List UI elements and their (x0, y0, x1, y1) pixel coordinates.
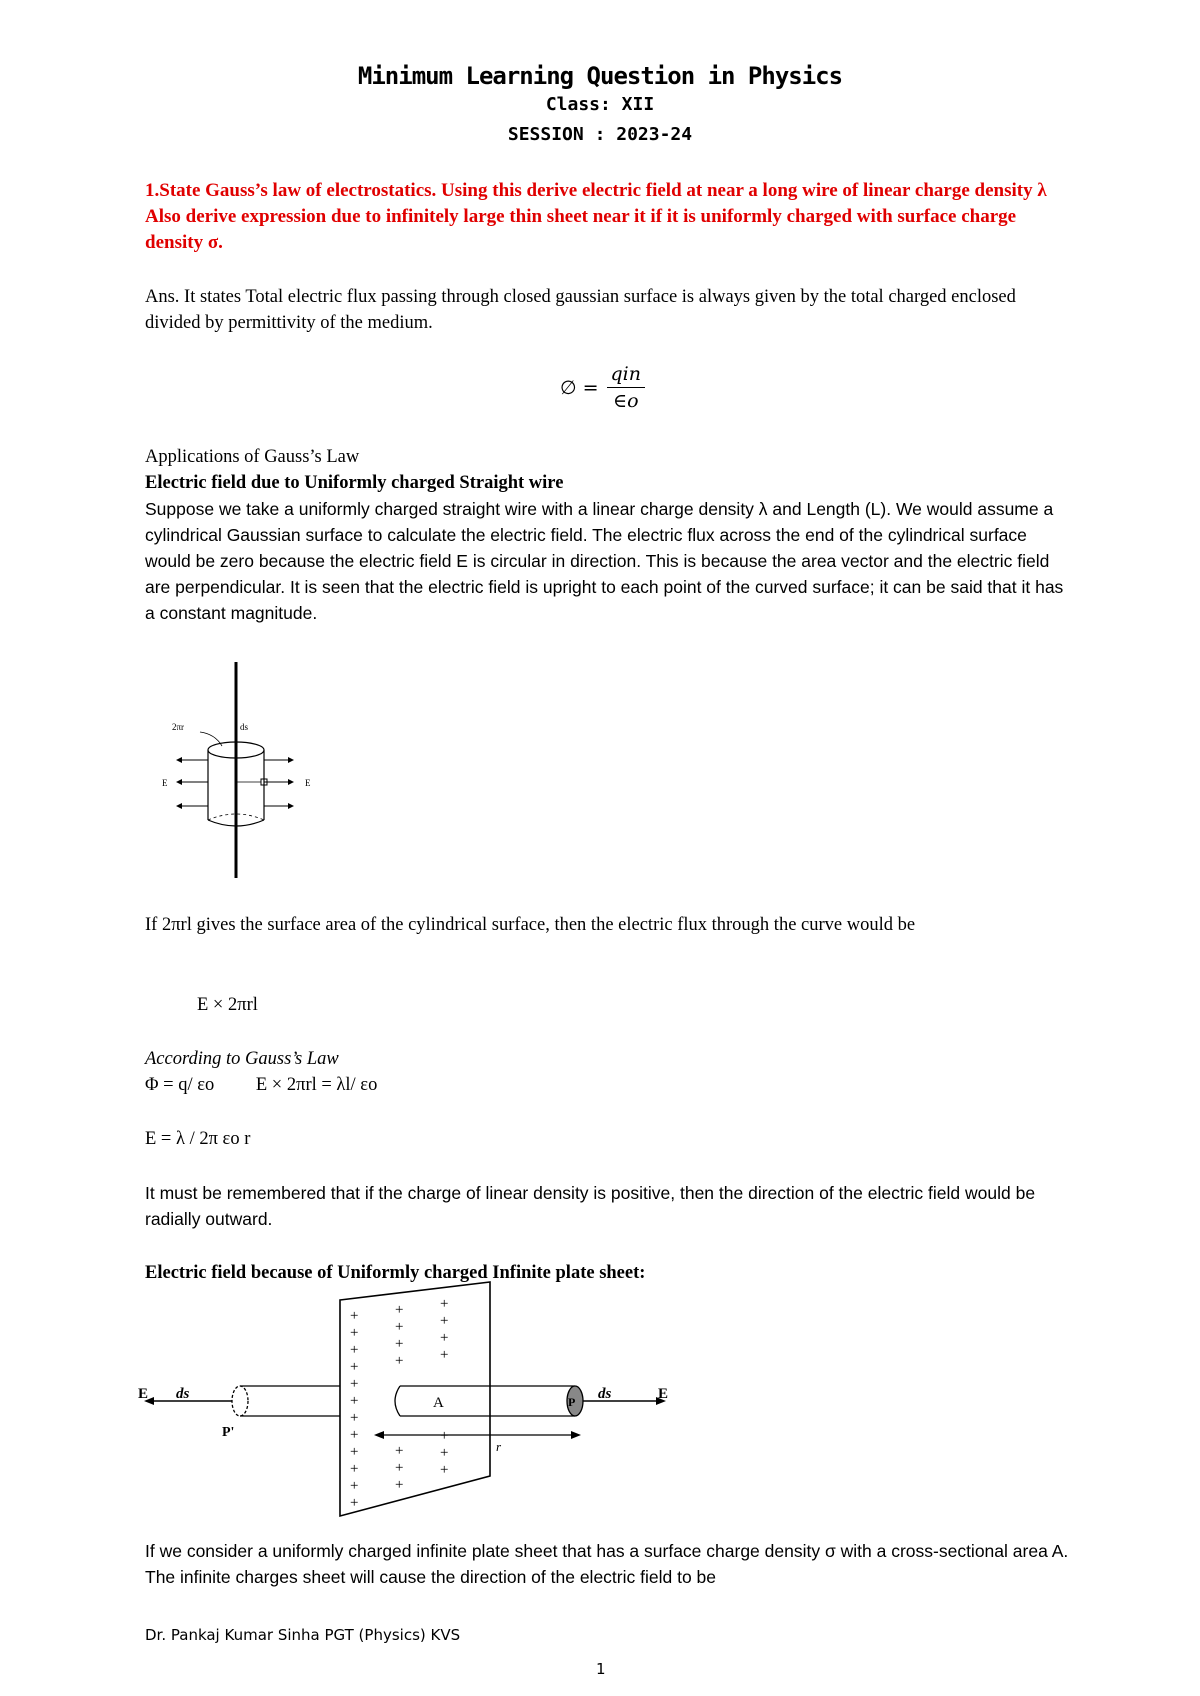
sheet-label-e-left: E (138, 1386, 149, 1402)
formula-lhs: ∅ = (560, 376, 599, 399)
svg-text:+: + (350, 1444, 359, 1460)
answer-intro: Ans. It states Total electric flux passing through closed gaussian surface is always given by the total charged enclosed divided by permittivity of the medium. (145, 287, 1016, 333)
sheet-heading: Electric field because of Uniformly charged Infinite plate sheet: (145, 1263, 646, 1283)
svg-text:+: + (350, 1393, 359, 1409)
svg-text:+: + (440, 1313, 449, 1329)
svg-text:+: + (350, 1308, 359, 1324)
svg-text:+: + (440, 1296, 449, 1312)
svg-text:+: + (350, 1461, 359, 1477)
label-2pi-r: 2πr (172, 722, 185, 732)
session-line: SESSION : 2023-24 (507, 124, 693, 145)
wire-heading: Electric field due to Uniformly charged Straight wire (145, 473, 564, 493)
label-e-left: E (162, 778, 168, 788)
svg-text:+: + (350, 1495, 359, 1511)
svg-text:+: + (440, 1347, 449, 1363)
sheet-label-ds-right: ds (598, 1386, 612, 1402)
according-to-gauss: According to Gauss’s Law (145, 1049, 339, 1069)
footer-author: Dr. Pankaj Kumar Sinha PGT (Physics) KVS (145, 1626, 461, 1644)
remember-text: It must be remembered that if the charge of linear density is positive, then the direction of the electric field would be radially outward. (145, 1183, 1036, 1229)
sheet-label-ds-left: ds (176, 1386, 190, 1402)
svg-text:+: + (350, 1410, 359, 1426)
sheet-label-e-right: E (658, 1386, 669, 1402)
sheet-label-r: r (496, 1439, 502, 1454)
formula-denominator: ∈o (613, 390, 639, 412)
formula-fraction (607, 363, 645, 412)
flux-expression: E × 2πrl (197, 995, 258, 1015)
charged-sheet (340, 1282, 490, 1516)
formula-numerator: qin (607, 363, 645, 388)
svg-text:+: + (350, 1376, 359, 1392)
sheet-label-p-prime: P' (222, 1425, 235, 1440)
svg-text:+: + (395, 1319, 404, 1335)
svg-text:+: + (440, 1462, 449, 1478)
gauss-equation-1: Φ = q/ εo E × 2πrl = λl/ εo (145, 1075, 378, 1095)
svg-text:+: + (395, 1477, 404, 1493)
sheet-label-p: P (568, 1395, 576, 1409)
document-title: Minimum Learning Question in Physics (357, 62, 843, 90)
wire-text: Suppose we take a uniformly charged straight wire with a linear charge density λ and Length (L). We would assume a cylindrical Gaussian surface to calculate the electric field. The electric flux across the end of the cylindrical surface would be zero because the electric field E is circular in direction. This is because the area vector and the electric field are perpendicular. It is seen that the electric field is upright to each point of the curved surface; it can be said that it has a constant magnitude. (145, 499, 1064, 623)
svg-text:+: + (395, 1353, 404, 1369)
class-line: Class: XII (545, 94, 655, 115)
question-text: 1.State Gauss’s law of electrostatics. Using this derive electric field at near a long wire of linear charge density λ Also derive expression due to infinitely large thin sheet near it if it is uniformly charged with surface charge density σ. (145, 180, 1047, 253)
gauss-formula (560, 363, 645, 412)
page-number: 1 (596, 1660, 606, 1678)
svg-text:+: + (350, 1325, 359, 1341)
svg-text:+: + (440, 1428, 449, 1444)
sheet-text: If we consider a uniformly charged infinite plate sheet that has a surface charge density σ with a cross-sectional area A. The infinite charges sheet will cause the direction of the electric field to be (145, 1541, 1069, 1587)
left-cylinder-cap (232, 1386, 248, 1416)
svg-text:+: + (395, 1460, 404, 1476)
infinite-sheet-figure (140, 1280, 680, 1520)
svg-text:+: + (350, 1359, 359, 1375)
svg-text:+: + (395, 1443, 404, 1459)
sheet-label-a: A (433, 1395, 444, 1411)
label-ds: ds (240, 722, 249, 732)
svg-text:+: + (350, 1427, 359, 1443)
svg-text:+: + (395, 1302, 404, 1318)
svg-text:+: + (440, 1445, 449, 1461)
svg-text:+: + (350, 1478, 359, 1494)
svg-text:+: + (395, 1336, 404, 1352)
wire-gaussian-figure (160, 660, 320, 880)
surface-area-text: If 2πrl gives the surface area of the cylindrical surface, then the electric flux through the curve would be (145, 915, 916, 935)
gauss-equation-2: E = λ / 2π εo r (145, 1129, 251, 1149)
svg-text:+: + (440, 1330, 449, 1346)
svg-text:+: + (350, 1342, 359, 1358)
label-e-right: E (305, 778, 311, 788)
applications-heading: Applications of Gauss’s Law (145, 447, 360, 467)
